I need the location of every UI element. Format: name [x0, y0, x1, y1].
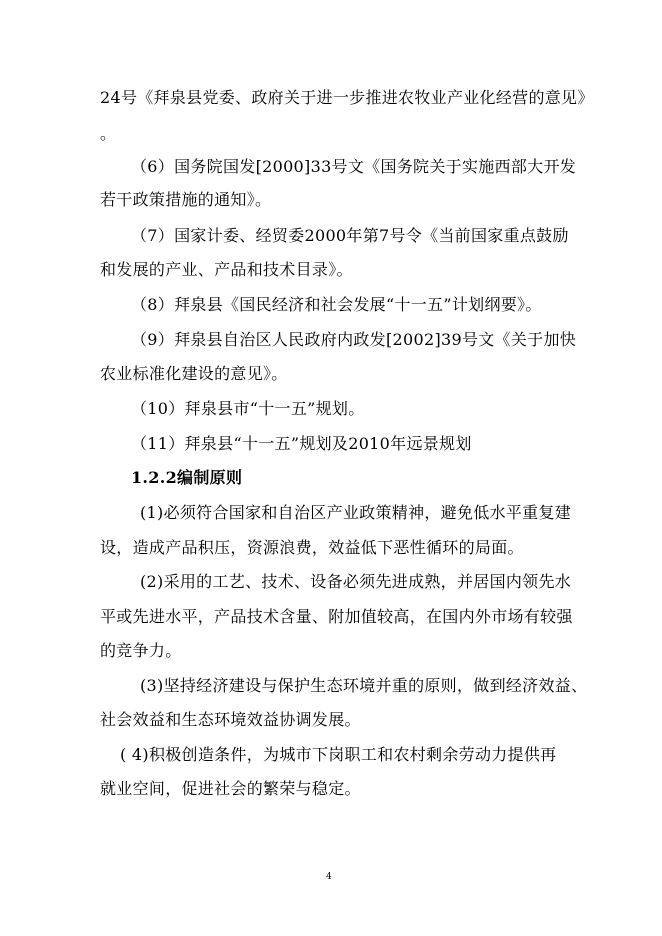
- principle-4-line-2: 就业空间，促进社会的繁荣与稳定。: [100, 779, 361, 798]
- item-7-line-1: （7）国家计委、经贸委2000年第7号令《当前国家重点鼓励: [131, 226, 569, 245]
- item-6-line-2: 若干政策措施的通知》。: [100, 190, 272, 209]
- item-9-line-2: 农业标准化建设的意见》。: [100, 364, 288, 383]
- principle-2-line-2: 平或先进水平，产品技术含量、附加值较高，在国内外市场有较强: [100, 607, 573, 626]
- principle-3-line-1: (3)坚持经济建设与保护生态环境并重的原则，做到经济效益、: [140, 676, 588, 695]
- principle-2-line-1: (2)采用的工艺、技术、设备必须先进成熟，并居国内领先水: [140, 572, 572, 591]
- text-line-1: 24号《拜泉县党委、政府关于进一步推进农牧业产业化经营的意见》: [100, 88, 594, 107]
- text-line-2: 。: [100, 124, 117, 143]
- principle-3-line-2: 社会效益和生态环境效益协调发展。: [100, 710, 361, 729]
- section-heading: 1.2.2编制原则: [131, 468, 243, 487]
- item-9-line-1: （9）拜泉县自治区人民政府内政发[2002]39号文《关于加快: [131, 330, 577, 349]
- item-7-line-2: 和发展的产业、产品和技术目录》。: [100, 260, 353, 279]
- principle-4-line-1: ( 4)积极创造条件，为城市下岗职工和农村剩余劳动力提供再: [120, 745, 557, 764]
- item-8-line: （8）拜泉县《国民经济和社会发展“十一五”计划纲要》。: [131, 295, 542, 314]
- item-6-line-1: （6）国务院国发[2000]33号文《国务院关于实施西部大开发: [131, 157, 577, 176]
- principle-1-line-2: 设，造成产品积压，资源浪费，效益低下恶性循环的局面。: [100, 538, 524, 557]
- principle-1-line-1: (1)必须符合国家和自治区产业政策精神，避免低水平重复建: [140, 503, 572, 522]
- item-11-line: （11）拜泉县“十一五”规划及2010年远景规划: [131, 434, 472, 453]
- page-number: 4: [326, 872, 332, 882]
- principle-2-line-3: 的竞争力。: [100, 641, 182, 660]
- item-10-line: （10）拜泉县市“十一五”规划。: [131, 399, 365, 418]
